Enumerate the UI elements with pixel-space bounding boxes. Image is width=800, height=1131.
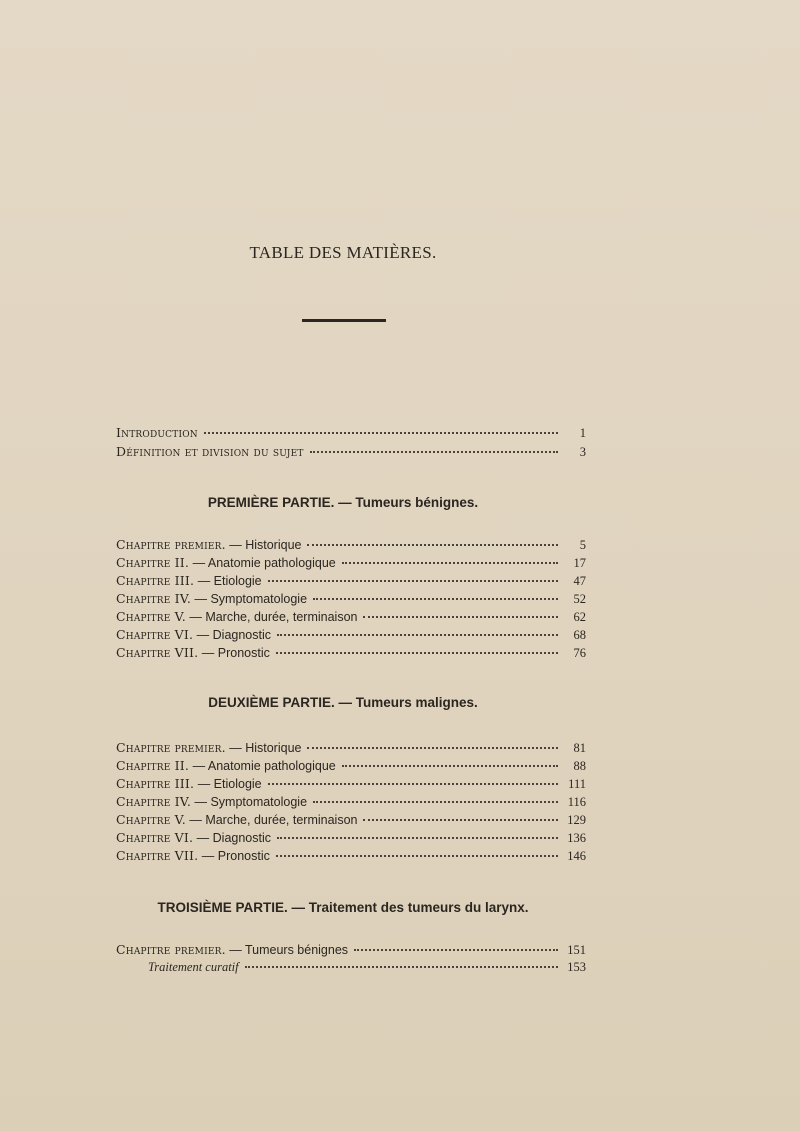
chapter-label: Chapitre III. <box>116 776 195 791</box>
toc-page-number: 81 <box>573 741 586 755</box>
toc-entry-label: Définition et division du sujet <box>116 444 304 459</box>
chapter-title: — Diagnostic <box>193 628 271 642</box>
toc-entry[interactable] <box>116 537 586 555</box>
part-heading: TROISIÈME PARTIE. — Traitement des tumeurs du larynx. <box>157 900 529 915</box>
toc-entry-label: Introduction <box>116 425 198 440</box>
toc-page-number: 68 <box>573 628 586 642</box>
chapter-title: — Pronostic <box>198 646 270 660</box>
toc-page-number: 153 <box>567 960 586 974</box>
toc-page-number: 111 <box>568 777 586 791</box>
toc-page-number: 3 <box>579 445 586 459</box>
dot-leader <box>204 432 558 434</box>
toc-entry[interactable] <box>116 848 586 866</box>
dot-leader <box>342 562 558 564</box>
chapter-label: Chapitre VI. <box>116 627 194 642</box>
dot-leader <box>310 451 558 453</box>
dot-leader <box>268 580 558 582</box>
dot-leader <box>313 801 558 803</box>
toc-entry[interactable] <box>116 573 586 591</box>
part-heading: PREMIÈRE PARTIE. — Tumeurs bénignes. <box>207 495 479 510</box>
dot-leader <box>363 819 558 821</box>
toc-entry[interactable] <box>116 960 586 978</box>
page-title: TABLE DES MATIÈRES. <box>249 243 437 262</box>
title-divider <box>302 319 386 322</box>
dot-leader <box>307 747 558 749</box>
dot-leader <box>276 855 558 857</box>
toc-page-number: 17 <box>573 556 586 570</box>
chapter-title: — Symptomatologie <box>191 795 308 809</box>
chapter-label: Chapitre IV. <box>116 591 191 606</box>
toc-page-number: 116 <box>567 795 586 809</box>
chapter-label: Chapitre V. <box>116 609 186 624</box>
toc-entry[interactable] <box>116 627 586 645</box>
toc-entry[interactable] <box>116 609 586 627</box>
chapter-title: — Historique <box>225 538 302 552</box>
toc-page-number: 5 <box>579 538 586 552</box>
chapter-title: — Marche, durée, terminaison <box>185 610 358 624</box>
toc-entry[interactable] <box>116 740 586 758</box>
toc-page-number: 129 <box>567 813 586 827</box>
toc-entry[interactable] <box>116 812 586 830</box>
chapter-title: — Diagnostic <box>193 831 271 845</box>
chapter-title: — Anatomie pathologique <box>189 556 336 570</box>
toc-entry[interactable] <box>116 425 586 443</box>
toc-entry[interactable] <box>116 591 586 609</box>
chapter-label: Chapitre II. <box>116 555 190 570</box>
toc-entry[interactable] <box>116 830 586 848</box>
chapter-title: — Tumeurs bénignes <box>225 943 349 957</box>
toc-entry[interactable] <box>116 444 586 462</box>
dot-leader <box>354 949 558 951</box>
toc-entry[interactable] <box>116 758 586 776</box>
chapter-label: Chapitre VII. <box>116 848 199 863</box>
toc-page-number: 88 <box>573 759 586 773</box>
chapter-label: Chapitre V. <box>116 812 186 827</box>
toc-page-number: 136 <box>567 831 586 845</box>
toc-entry[interactable] <box>116 942 586 960</box>
toc-page-number: 47 <box>573 574 586 588</box>
dot-leader <box>307 544 558 546</box>
chapter-label: Chapitre premier. <box>116 942 226 957</box>
subsection-title: Traitement curatif <box>148 960 239 974</box>
chapter-title: — Etiologie <box>194 777 262 791</box>
chapter-label: Chapitre IV. <box>116 794 191 809</box>
toc-page-number: 146 <box>567 849 586 863</box>
dot-leader <box>313 598 558 600</box>
chapter-title: — Anatomie pathologique <box>189 759 336 773</box>
dot-leader <box>276 652 558 654</box>
dot-leader <box>277 634 558 636</box>
chapter-title: — Marche, durée, terminaison <box>185 813 358 827</box>
chapter-label: Chapitre III. <box>116 573 195 588</box>
toc-page-number: 62 <box>573 610 586 624</box>
chapter-label: Chapitre premier. <box>116 740 226 755</box>
dot-leader <box>268 783 558 785</box>
chapter-title: — Symptomatologie <box>191 592 308 606</box>
chapter-label: Chapitre premier. <box>116 537 226 552</box>
toc-entry[interactable] <box>116 555 586 573</box>
toc-page-number: 76 <box>573 646 586 660</box>
toc-entry[interactable] <box>116 645 586 663</box>
chapter-label: Chapitre II. <box>116 758 190 773</box>
chapter-title: — Pronostic <box>198 849 270 863</box>
dot-leader <box>363 616 558 618</box>
dot-leader <box>342 765 558 767</box>
chapter-title: — Historique <box>225 741 302 755</box>
toc-page-number: 52 <box>573 592 586 606</box>
chapter-title: — Etiologie <box>194 574 262 588</box>
toc-entry[interactable] <box>116 794 586 812</box>
dot-leader <box>277 837 558 839</box>
chapter-label: Chapitre VII. <box>116 645 199 660</box>
chapter-label: Chapitre VI. <box>116 830 194 845</box>
toc-page-number: 1 <box>579 426 586 440</box>
part-heading: DEUXIÈME PARTIE. — Tumeurs malignes. <box>208 695 478 710</box>
dot-leader <box>245 966 558 968</box>
toc-entry[interactable] <box>116 776 586 794</box>
toc-page-number: 151 <box>567 943 586 957</box>
